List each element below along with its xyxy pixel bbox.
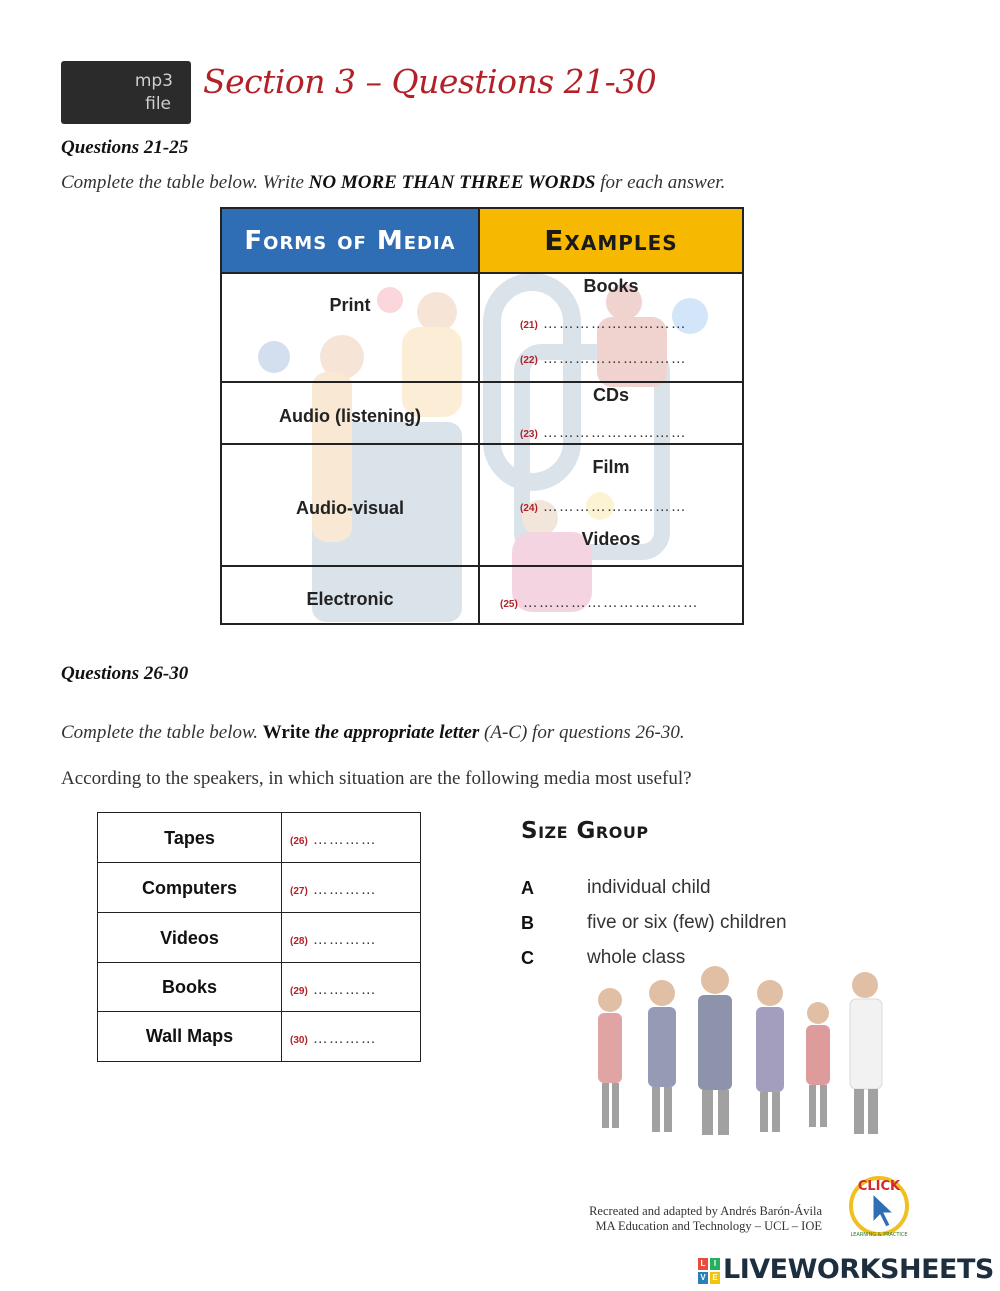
answer-21[interactable]: (21) ……………………… (520, 315, 687, 332)
logo-tile-l: L (698, 1258, 708, 1270)
row-divider (98, 912, 420, 913)
answer-26[interactable]: (26) ………… (290, 831, 377, 848)
row-divider (98, 1011, 420, 1012)
row-label-books: Books (161, 977, 217, 997)
click-logo (843, 1172, 915, 1240)
row-divider (222, 272, 742, 274)
option-text-b: five or six (few) children (587, 912, 787, 933)
row-label-wall-maps: Wall Maps (145, 1026, 234, 1046)
example-videos: Videos (581, 529, 641, 549)
option-text-a: individual child (587, 877, 711, 898)
row-divider (98, 962, 420, 963)
click-logo-text: CLICK (857, 1179, 901, 1194)
instruction-26-30: Complete the table below. Write the appropriate letter (A-C) for questions 26-30. (61, 722, 685, 743)
mp3-label: mp3 (134, 71, 173, 91)
row-divider (222, 381, 742, 383)
column-divider (281, 813, 282, 1061)
file-label: file (145, 94, 171, 114)
credit-line-2: MA Education and Technology – UCL – IOE (595, 1219, 822, 1233)
mp3-file-button[interactable] (61, 61, 191, 124)
row-divider (222, 443, 742, 445)
logo-tile-i: I (710, 1258, 720, 1270)
click-logo-subtext: LEARNING & PRACTICE (850, 1232, 908, 1238)
header-examples: Examples (480, 209, 742, 272)
row-label-computers: Computers (141, 878, 237, 898)
row-divider (98, 862, 420, 863)
header-forms-of-media: Forms of Media (222, 209, 478, 272)
row-label-print: Print (329, 295, 371, 315)
row-label-tapes: Tapes (164, 828, 215, 848)
option-letter-c: C (521, 948, 534, 968)
answer-27[interactable]: (27) ………… (290, 881, 377, 898)
row-label-videos: Videos (160, 928, 219, 948)
situation-table (97, 812, 421, 1062)
question-prompt: According to the speakers, in which situation are the following media most useful? (61, 768, 692, 789)
instruction-21-25: Complete the table below. Write NO MORE THAN THREE WORDS for each answer. (61, 172, 726, 193)
questions-26-30-heading: Questions 26-30 (61, 663, 189, 684)
example-books: Books (583, 276, 639, 296)
logo-tile-e: E (710, 1272, 720, 1284)
answer-28[interactable]: (28) ………… (290, 931, 377, 948)
answer-23[interactable]: (23) ……………………… (520, 424, 687, 441)
media-table (220, 207, 744, 625)
example-film: Film (592, 457, 630, 477)
option-letter-a: A (521, 878, 534, 898)
option-letter-b: B (521, 913, 534, 933)
answer-24[interactable]: (24) ……………………… (520, 498, 687, 515)
liveworksheets-brand[interactable]: LIVEWORKSHEETS (723, 1254, 994, 1285)
page-title: Section 3 – Questions 21-30 (203, 62, 657, 101)
liveworksheets-logo-icon (698, 1258, 720, 1284)
answer-30[interactable]: (30) ………… (290, 1030, 377, 1047)
students-illustration (580, 965, 900, 1140)
example-cds: CDs (592, 385, 629, 405)
row-divider (222, 565, 742, 567)
option-text-c: whole class (587, 947, 686, 968)
answer-22[interactable]: (22) ……………………… (520, 350, 687, 367)
row-label-electronic: Electronic (306, 589, 394, 609)
size-group-title: Size Group (521, 818, 649, 844)
answer-25[interactable]: (25) …………………………… (500, 594, 699, 611)
cursor-icon (873, 1194, 893, 1227)
answer-29[interactable]: (29) ………… (290, 981, 377, 998)
credit-line-1: Recreated and adapted by Andrés Barón-Ávila (589, 1204, 822, 1218)
row-label-audio-visual: Audio-visual (295, 498, 404, 518)
logo-tile-v: V (698, 1272, 708, 1284)
questions-21-25-heading: Questions 21-25 (61, 137, 189, 158)
row-label-audio: Audio (listening) (279, 406, 421, 426)
